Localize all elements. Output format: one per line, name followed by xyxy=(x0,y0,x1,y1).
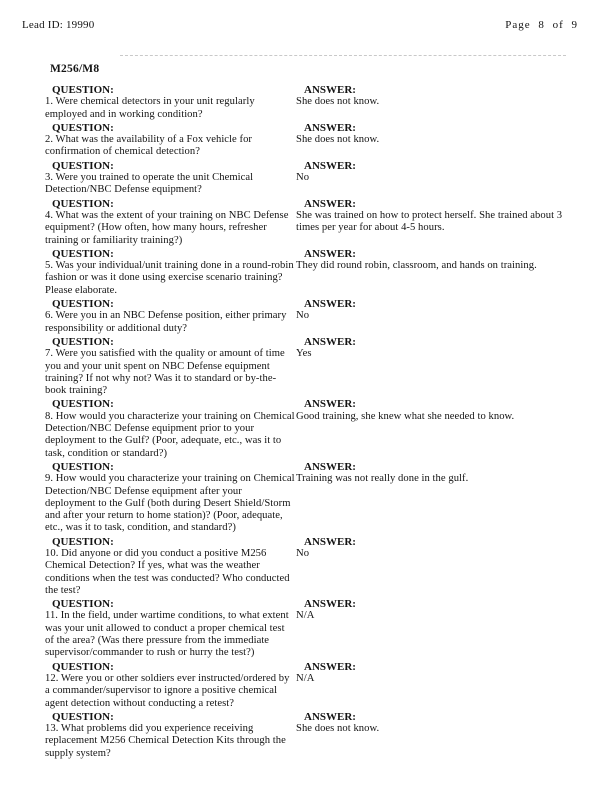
answer-column xyxy=(295,660,576,710)
answer-text: Good training, she knew what she needed to know. xyxy=(296,410,515,422)
answer-text: No xyxy=(296,310,310,322)
question-label: QUESTION: xyxy=(52,660,114,673)
answer-column xyxy=(295,460,576,535)
question-text: 2. What was the availability of a Fox vehicle for confirmation of chemical detection? xyxy=(45,134,253,158)
question-text: 6. Were you in an NBC Defense position, either primary responsibility or additional duty? xyxy=(45,310,287,334)
question-column xyxy=(45,297,295,335)
document-content xyxy=(45,63,576,760)
page-header xyxy=(0,0,611,31)
question-text: 4. What was the extent of your training on NBC Defense equipment? (How often, how many hours, refresher training or familiarity training?) xyxy=(45,209,289,246)
qa-row xyxy=(45,83,576,121)
answer-label: ANSWER: xyxy=(304,335,356,348)
question-label: QUESTION: xyxy=(52,460,114,473)
answer-label: ANSWER: xyxy=(304,121,356,134)
question-column xyxy=(45,397,295,459)
answer-column xyxy=(295,197,576,247)
answer-text: They did round robin, classroom, and hands on training. xyxy=(296,260,537,272)
question-column xyxy=(45,121,295,159)
answer-label: ANSWER: xyxy=(304,247,356,260)
answer-text: No xyxy=(296,547,310,559)
answer-text: Training was not really done in the gulf. xyxy=(296,473,469,485)
answer-label: ANSWER: xyxy=(304,159,356,172)
question-column xyxy=(45,660,295,710)
answer-column xyxy=(295,597,576,659)
question-column xyxy=(45,197,295,247)
question-text: 1. Were chemical detectors in your unit regularly employed and in working condition? xyxy=(45,96,255,120)
question-column xyxy=(45,335,295,397)
answer-label: ANSWER: xyxy=(304,460,356,473)
answer-text: She was trained on how to protect herself. She trained about 3 times per year for about 4-5 hours. xyxy=(296,209,563,234)
scan-artifact-line xyxy=(120,55,566,56)
answer-label: ANSWER: xyxy=(304,535,356,548)
answer-column xyxy=(295,535,576,597)
question-column xyxy=(45,597,295,659)
answer-text: N/A xyxy=(296,610,315,622)
answer-column xyxy=(295,397,576,459)
question-text: 12. Were you or other soldiers ever instructed/ordered by a commander/supervisor to ignore a positive chemical agent detection without conducting a retest? xyxy=(45,672,290,709)
answer-column xyxy=(295,83,576,121)
question-column xyxy=(45,247,295,297)
answer-label: ANSWER: xyxy=(304,84,356,96)
qa-row xyxy=(45,397,576,459)
question-label: QUESTION: xyxy=(52,398,114,411)
qa-row xyxy=(45,121,576,159)
answer-column xyxy=(295,710,576,760)
question-label: QUESTION: xyxy=(52,335,114,348)
question-label: QUESTION: xyxy=(52,247,114,260)
qa-row xyxy=(45,710,576,760)
answer-label: ANSWER: xyxy=(304,398,356,411)
section-title: M256/M8 xyxy=(50,63,100,75)
question-label: QUESTION: xyxy=(52,197,114,210)
answer-column xyxy=(295,247,576,297)
qa-row xyxy=(45,460,576,535)
question-column xyxy=(45,460,295,535)
qa-row xyxy=(45,660,576,710)
question-column xyxy=(45,83,295,121)
answer-text: Yes xyxy=(296,348,312,360)
question-column xyxy=(45,159,295,197)
question-text: 10. Did anyone or did you conduct a positive M256 Chemical Detection? If yes, what was the weather conditions when the test was conducted? Who conducted the test? xyxy=(45,547,290,596)
question-label: QUESTION: xyxy=(52,598,114,611)
lead-id: Lead ID: 19990 xyxy=(22,19,95,31)
answer-label: ANSWER: xyxy=(304,197,356,210)
question-label: QUESTION: xyxy=(52,159,114,172)
qa-row xyxy=(45,247,576,297)
answer-column xyxy=(295,335,576,397)
question-text: 7. Were you satisfied with the quality or amount of time you and your unit spent on NBC Defense equipment training? If not why not? Was it to standard or by-the-book training? xyxy=(45,348,285,397)
answer-column xyxy=(295,297,576,335)
qa-row xyxy=(45,597,576,659)
answer-text: She does not know. xyxy=(296,134,380,146)
answer-text: She does not know. xyxy=(296,723,380,735)
question-text: 11. In the field, under wartime conditions, to what extent was your unit allowed to conduct a proper chemical test of the area? (Was there pressure from the immediate supervisor/commander to rush or hurry the test?) xyxy=(45,610,289,659)
qa-list xyxy=(45,83,576,760)
qa-row xyxy=(45,159,576,197)
question-text: 9. How would you characterize your training on Chemical Detection/NBC Defense equipment after your deployment to the Gulf (both during Desert Shield/Storm and after your return to home station)? (Poor, adequate, etc., was it to task, condition, and standard?) xyxy=(45,473,295,534)
question-label: QUESTION: xyxy=(52,535,114,548)
answer-text: No xyxy=(296,172,310,184)
answer-label: ANSWER: xyxy=(304,298,356,311)
question-column xyxy=(45,710,295,760)
answer-column xyxy=(295,159,576,197)
answer-label: ANSWER: xyxy=(304,710,356,723)
question-text: 3. Were you trained to operate the unit Chemical Detection/NBC Defense equipment? xyxy=(45,172,254,196)
qa-row xyxy=(45,535,576,597)
page-number: Page 8 of 9 xyxy=(505,19,578,31)
answer-label: ANSWER: xyxy=(304,660,356,673)
question-label: QUESTION: xyxy=(52,710,114,723)
question-text: 13. What problems did you experience receiving replacement M256 Chemical Detection Kits through the supply system? xyxy=(45,723,286,759)
question-text: 8. How would you characterize your training on Chemical Detection/NBC Defense equipment prior to your deployment to the Gulf? (Poor, adequate, etc., was it to task, condition or standard?) xyxy=(45,410,295,459)
question-label: QUESTION: xyxy=(52,121,114,134)
qa-row xyxy=(45,197,576,247)
answer-column xyxy=(295,121,576,159)
question-column xyxy=(45,535,295,597)
qa-row xyxy=(45,297,576,335)
answer-text: N/A xyxy=(296,672,315,684)
question-label: QUESTION: xyxy=(52,298,114,311)
question-label: QUESTION: xyxy=(52,84,114,96)
answer-text: She does not know. xyxy=(296,96,380,108)
answer-label: ANSWER: xyxy=(304,598,356,611)
question-text: 5. Was your individual/unit training done in a round-robin fashion or was it done using exercise scenario training? Please elaborate. xyxy=(45,260,294,296)
qa-row xyxy=(45,335,576,397)
